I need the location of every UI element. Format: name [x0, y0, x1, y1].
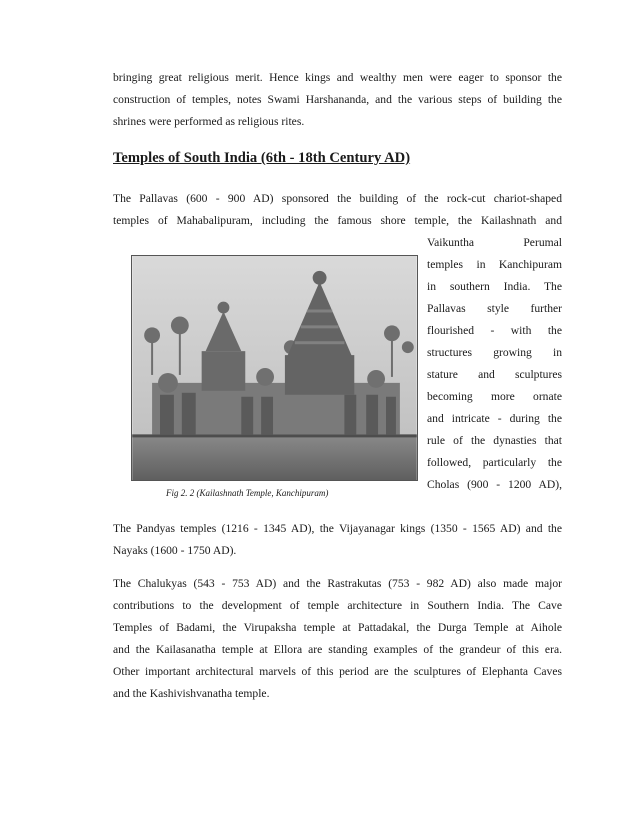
text-line: Pallavas style further — [427, 302, 562, 315]
text-line: followed, particularly the — [427, 456, 562, 469]
text-line: temples in Kanchipuram — [427, 258, 562, 271]
text-line: stature and sculptures — [427, 368, 562, 381]
text-line: Vaikuntha Perumal — [427, 236, 562, 249]
text-line: flourished - with the — [427, 324, 562, 337]
pallavas-paragraph — [113, 188, 562, 232]
chalukyas-paragraph — [113, 573, 562, 705]
intro-paragraph — [113, 67, 562, 133]
text-line: and intricate - during the — [427, 412, 562, 425]
text-line: Nayaks (1600 - 1750 AD). — [113, 544, 237, 557]
text-line: construction of temples, notes Swami Harshananda, and the various steps of building the — [113, 93, 562, 106]
pandyas-paragraph — [113, 518, 562, 562]
text-line: becoming more ornate — [427, 390, 562, 403]
text-line: rule of the dynasties that — [427, 434, 562, 447]
text-line: and the Kashivishvanatha temple. — [113, 687, 270, 700]
text-line: contributions to the development of temple architecture in Southern India. The Cave — [113, 599, 562, 612]
wrapped-side-text — [427, 232, 562, 496]
text-line: and the Kailasanatha temple at Ellora are standing examples of the grandeur of this era. — [113, 643, 562, 656]
text-line: shrines were performed as religious rites. — [113, 115, 305, 128]
text-line: in southern India. The — [427, 280, 562, 293]
temple-figure — [131, 255, 418, 500]
text-line: The Pallavas (600 - 900 AD) sponsored the building of the rock-cut chariot-shaped — [113, 192, 562, 205]
text-line: Temples of Badami, the Virupaksha temple at Pattadakal, the Durga Temple at Aihole — [113, 621, 562, 634]
temple-photo — [131, 255, 418, 481]
section-heading: Temples of South India (6th - 18th Century AD) — [113, 150, 411, 166]
text-line: structures growing in — [427, 346, 562, 359]
figure-caption: Fig 2. 2 (Kailashnath Temple, Kanchipuram) — [166, 488, 329, 498]
text-line: The Pandyas temples (1216 - 1345 AD), the Vijayanagar kings (1350 - 1565 AD) and the — [113, 522, 562, 535]
text-line: temples of Mahabalipuram, including the famous shore temple, the Kailashnath and — [113, 214, 562, 227]
text-line: Cholas (900 - 1200 AD), — [427, 478, 562, 491]
text-line: bringing great religious merit. Hence kings and wealthy men were eager to sponsor the — [113, 71, 562, 84]
text-line: The Chalukyas (543 - 753 AD) and the Rastrakutas (753 - 982 AD) also made major — [113, 577, 562, 590]
text-line: Other important architectural marvels of this period are the sculptures of Elephanta Caves — [113, 665, 562, 678]
